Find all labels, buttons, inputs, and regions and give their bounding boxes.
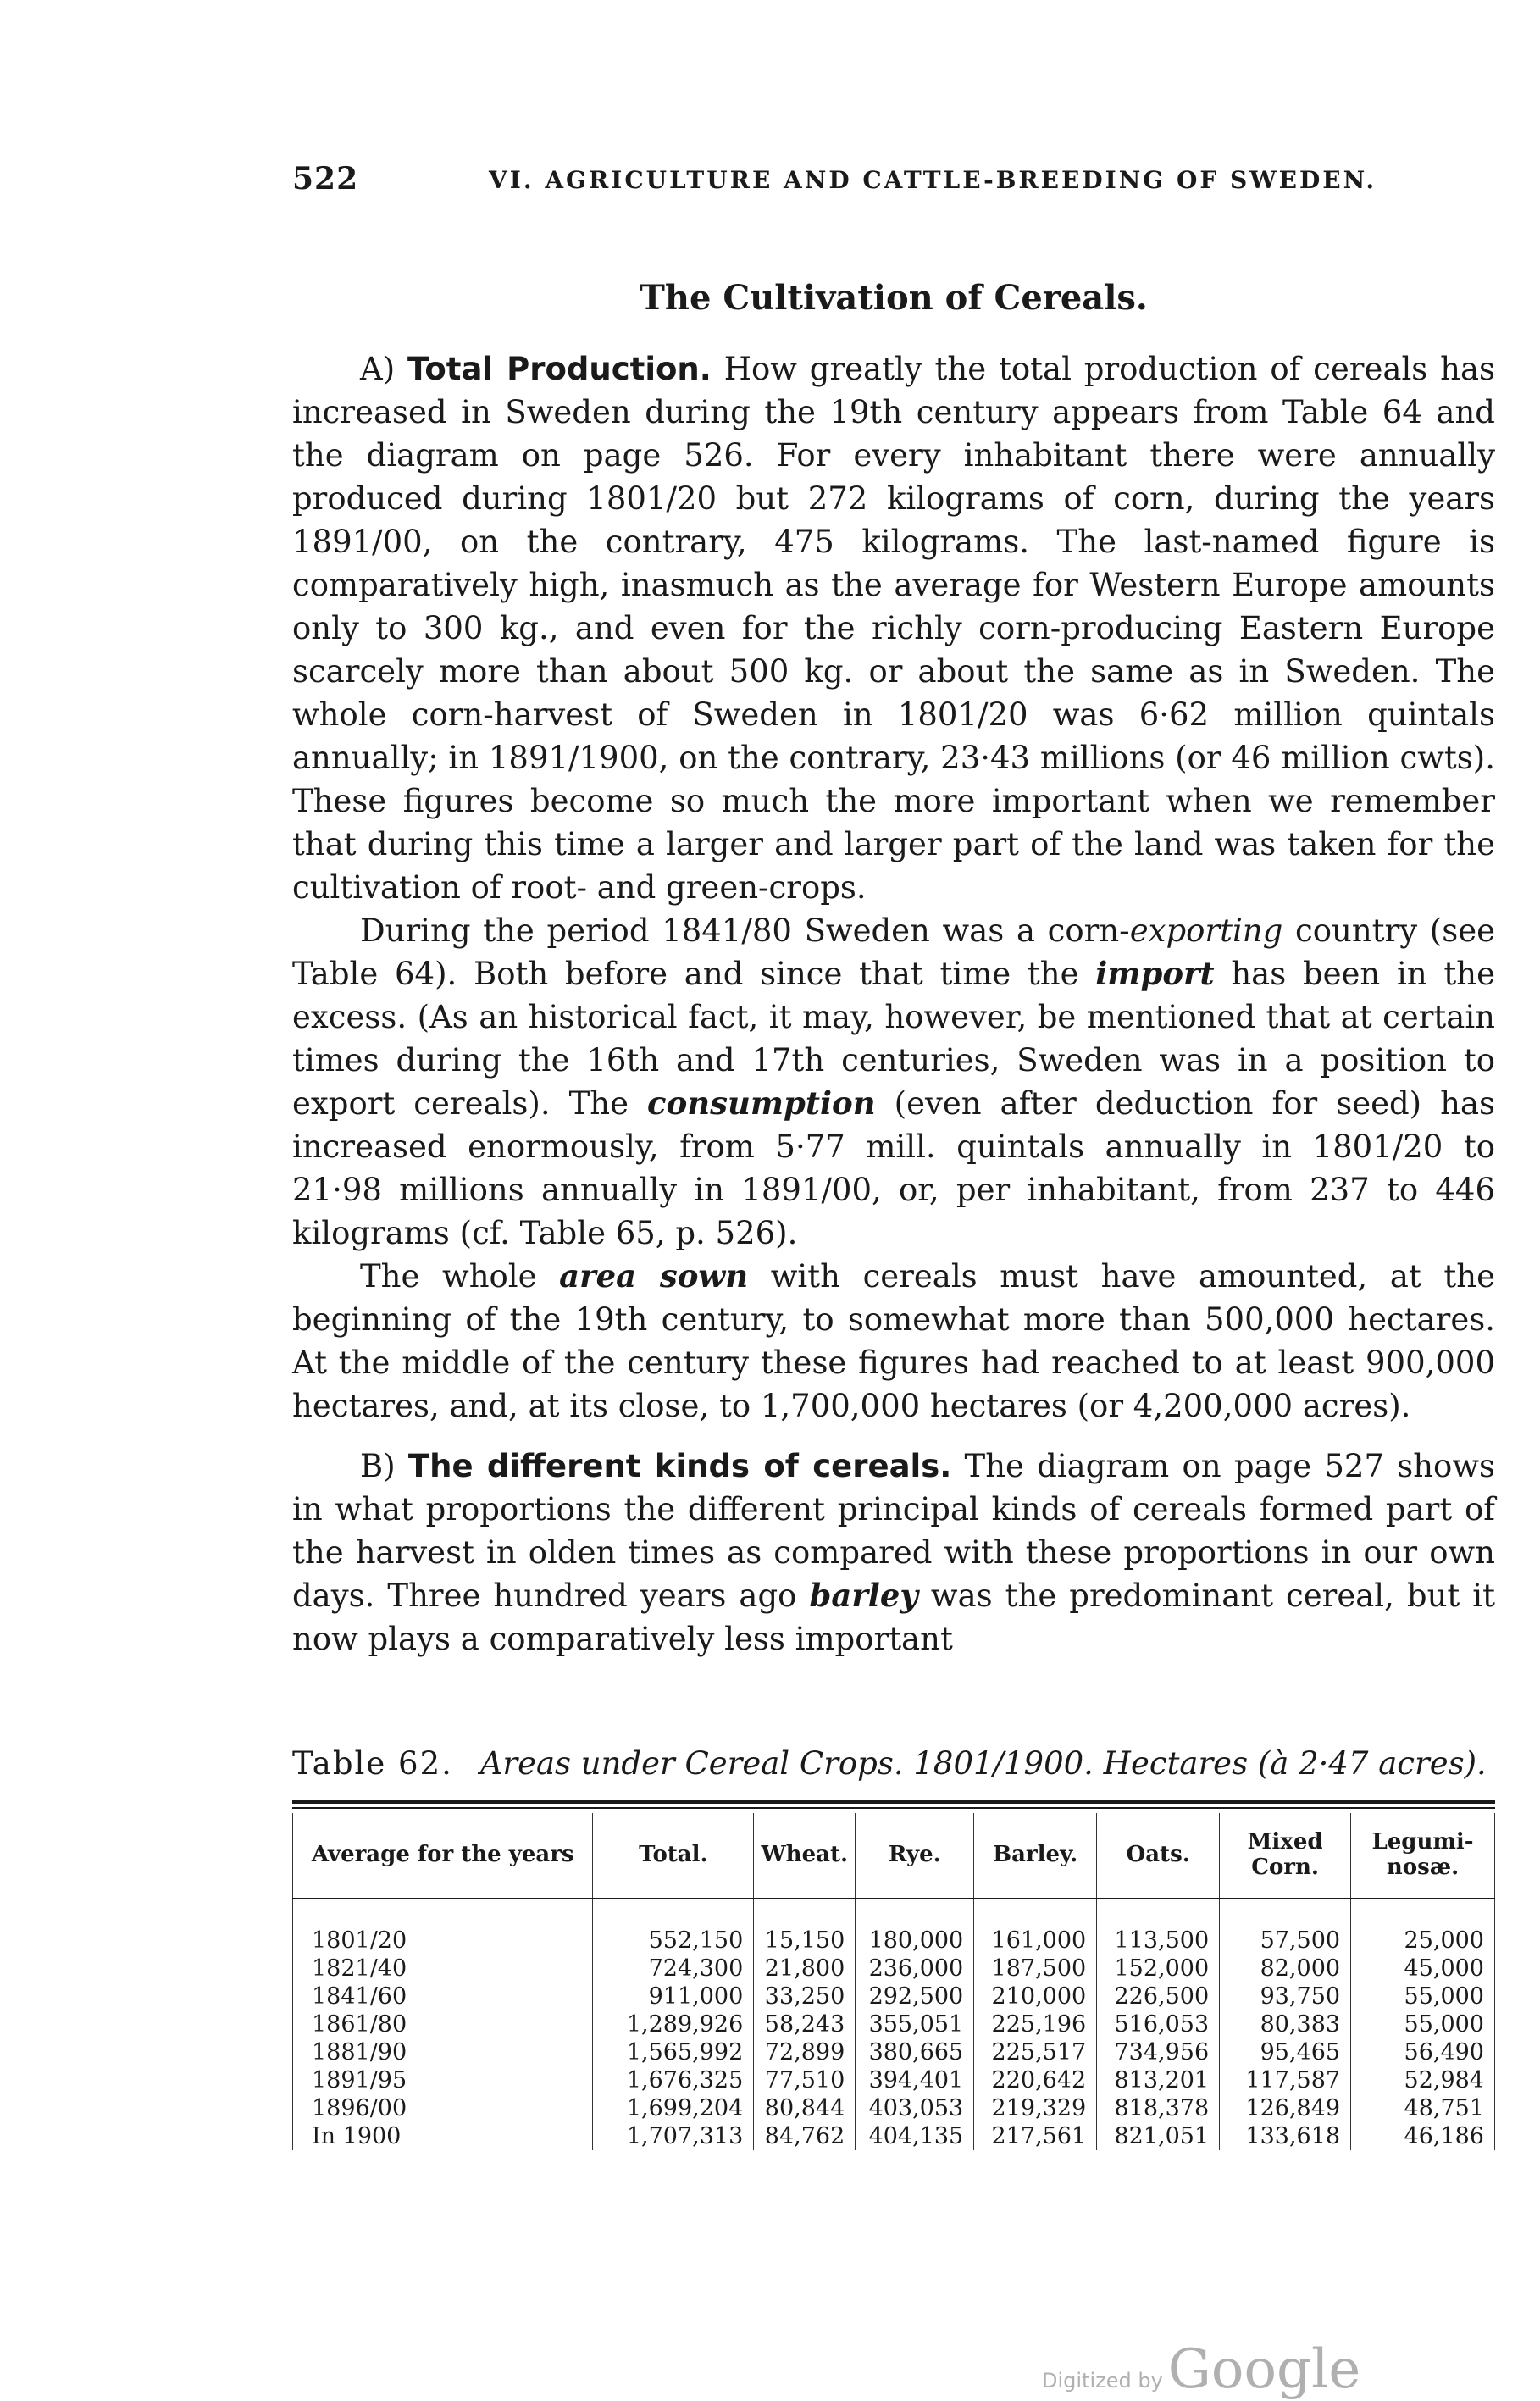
value-cell: 21,800 <box>754 1955 856 1982</box>
text-run: During the period 1841/80 Sweden was a corn- <box>360 912 1130 949</box>
text-run: The whole <box>360 1258 560 1295</box>
value-cell: 80,844 <box>754 2094 856 2122</box>
italic-run: exporting <box>1129 912 1283 949</box>
year-cell: 1821/40 <box>293 1955 593 1982</box>
value-cell: 292,500 <box>856 1982 974 2010</box>
table-title: Areas under Cereal Crops. 1801/1900. Hectares (à 2·47 acres). <box>479 1745 1487 1782</box>
value-cell: 236,000 <box>856 1955 974 1982</box>
italic-run: area sown <box>559 1257 749 1295</box>
paragraph-label: B) <box>360 1448 396 1484</box>
year-cell: 1801/20 <box>293 1896 593 1955</box>
table-label: Table 62. <box>292 1745 453 1782</box>
text-run: with cereals must have amounted, at the beginning of the 19th century, to somewhat more than 500,000 hectares. At the middle of the century these figures had reached to at least 900,000 hectares, and, at its close, to 1,700,000 hectares (or 4,200,000 acres). <box>292 1258 1496 1424</box>
table-row <box>293 2066 1495 2094</box>
column-header: Legumi-nosæ. <box>1351 1813 1495 1896</box>
text-run: millions annually in 1891/00, or, per inhabitant, from 237 to 446 kilograms (cf. Table 65, p. 526). <box>292 1172 1495 1251</box>
value-cell: 1,565,992 <box>593 2038 754 2066</box>
value-cell: 403,053 <box>856 2094 974 2122</box>
value-cell: 46,186 <box>1351 2122 1495 2150</box>
value-cell: 217,561 <box>974 2122 1097 2150</box>
section-title: The Cultivation of Cereals. <box>640 278 1148 318</box>
page-number: 522 <box>292 161 359 197</box>
table-header-row <box>293 1813 1495 1896</box>
paragraph-export <box>292 909 1495 1255</box>
value-run: 6·62 <box>1138 696 1210 733</box>
text-run: was the predominant cereal, but it now plays a comparatively less important <box>292 1578 1495 1657</box>
value-cell: 80,383 <box>1220 2010 1351 2038</box>
italic-run: consumption <box>647 1084 876 1122</box>
value-cell: 911,000 <box>593 1982 754 2010</box>
value-cell: 394,401 <box>856 2066 974 2094</box>
column-header: Mixed Corn. <box>1220 1813 1351 1896</box>
paragraph-lead: Total Production. <box>407 351 712 387</box>
cereal-areas-table <box>292 1813 1495 2150</box>
table-row <box>293 2010 1495 2038</box>
year-cell: 1891/95 <box>293 2066 593 2094</box>
text-run: mill. quintals annually in 1801/20 to <box>845 1128 1495 1165</box>
value-cell: 813,201 <box>1097 2066 1220 2094</box>
watermark-prefix: Digitized by <box>1042 2369 1163 2393</box>
value-cell: 72,899 <box>754 2038 856 2066</box>
table-header-rule <box>292 1898 1495 1899</box>
value-cell: 113,500 <box>1097 1896 1220 1955</box>
value-cell: 84,762 <box>754 2122 856 2150</box>
value-cell: 82,000 <box>1220 1955 1351 1982</box>
paragraph-kinds-of-cereals <box>292 1444 1495 1661</box>
value-cell: 15,150 <box>754 1896 856 1955</box>
value-cell: 1,289,926 <box>593 2010 754 2038</box>
value-cell: 25,000 <box>1351 1896 1495 1955</box>
value-cell: 55,000 <box>1351 1982 1495 2010</box>
year-cell: 1896/00 <box>293 2094 593 2122</box>
value-run: 21·98 <box>292 1172 382 1208</box>
value-cell: 821,051 <box>1097 2122 1220 2150</box>
table-top-rule-thin <box>292 1807 1495 1809</box>
value-cell: 187,500 <box>974 1955 1097 1982</box>
table-row <box>293 2094 1495 2122</box>
value-cell: 161,000 <box>974 1896 1097 1955</box>
column-header: Average for the years <box>293 1813 593 1896</box>
value-cell: 219,329 <box>974 2094 1097 2122</box>
value-cell: 516,053 <box>1097 2010 1220 2038</box>
value-cell: 355,051 <box>856 2010 974 2038</box>
body-text <box>292 347 1495 1661</box>
column-header: Rye. <box>856 1813 974 1896</box>
value-cell: 404,135 <box>856 2122 974 2150</box>
value-cell: 1,676,325 <box>593 2066 754 2094</box>
text-run: millions (or 46 million cwts). These figures become so much the more important when we remember that during this time a larger and larger part of the land was taken for the cultivation of root- and green-crops. <box>292 740 1495 906</box>
value-cell: 1,707,313 <box>593 2122 754 2150</box>
value-cell: 117,587 <box>1220 2066 1351 2094</box>
value-cell: 734,956 <box>1097 2038 1220 2066</box>
table-caption <box>292 1745 1495 1782</box>
value-cell: 133,618 <box>1220 2122 1351 2150</box>
text-run: country (see Table 64). Both before and since that time the <box>292 912 1495 992</box>
table-row <box>293 1896 1495 1955</box>
value-cell: 58,243 <box>754 2010 856 2038</box>
value-cell: 226,500 <box>1097 1982 1220 2010</box>
text-run: million quintals annually; in 1891/1900, on the contrary, <box>292 696 1495 776</box>
paragraph-label: A) <box>360 351 396 387</box>
value-cell: 77,510 <box>754 2066 856 2094</box>
text-run: (even after deduction for seed) has increased enormously, from <box>292 1085 1496 1165</box>
value-cell: 225,196 <box>974 2010 1097 2038</box>
column-header: Wheat. <box>754 1813 856 1896</box>
text-run: How greatly the total production of cereals has increased in Sweden during the 19th century appears from Table 64 and the diagram on page 526. For every inhabitant there were annually produced during 1801/20 but 272 kilograms of corn, during the years 1891/00, on the contrary, 475 kilograms. The last-named figure is comparatively high, inasmuch as the average for Western Europe amounts only to 300 kg., and even for the richly corn-producing Eastern Europe scarcely more than about 500 kg. or about the same as in Sweden. The whole corn-harvest of Sweden in 1801/20 was <box>292 351 1495 733</box>
table-top-rule <box>292 1800 1495 1804</box>
value-cell: 52,984 <box>1351 2066 1495 2094</box>
year-cell: 1841/60 <box>293 1982 593 2010</box>
column-header: Oats. <box>1097 1813 1220 1896</box>
table-row <box>293 1982 1495 2010</box>
value-cell: 724,300 <box>593 1955 754 1982</box>
watermark-brand: Google <box>1167 2338 1361 2401</box>
value-cell: 1,699,204 <box>593 2094 754 2122</box>
value-cell: 126,849 <box>1220 2094 1351 2122</box>
value-cell: 55,000 <box>1351 2010 1495 2038</box>
value-cell: 48,751 <box>1351 2094 1495 2122</box>
value-cell: 210,000 <box>974 1982 1097 2010</box>
italic-run: barley <box>809 1577 918 1614</box>
digitized-watermark <box>1042 2338 1360 2401</box>
value-cell: 33,250 <box>754 1982 856 2010</box>
year-cell: 1881/90 <box>293 2038 593 2066</box>
value-run: 23·43 <box>940 740 1031 776</box>
value-run: 5·77 <box>775 1128 845 1165</box>
value-cell: 56,490 <box>1351 2038 1495 2066</box>
text-run: The diagram on page 527 shows in what proportions the different principal kinds of cereals formed part of the harvest in olden times as compared with these proportions in our own days. Three hundred years ago <box>292 1448 1495 1614</box>
year-cell: 1861/80 <box>293 2010 593 2038</box>
value-cell: 45,000 <box>1351 1955 1495 1982</box>
column-header: Barley. <box>974 1813 1097 1896</box>
table-row <box>293 2038 1495 2066</box>
value-cell: 380,665 <box>856 2038 974 2066</box>
value-cell: 180,000 <box>856 1896 974 1955</box>
table-row <box>293 1955 1495 1982</box>
year-cell: In 1900 <box>293 2122 593 2150</box>
italic-run: import <box>1095 955 1215 992</box>
paragraph-area-sown <box>292 1255 1495 1428</box>
paragraph-lead: The different kinds of cereals. <box>407 1448 952 1484</box>
text-run: has been in the excess. (As an historical fact, it may, however, be mentioned that at certain times during the 16th and 17th centuries, Sweden was in a position to export cereals). The <box>292 956 1495 1122</box>
value-cell: 57,500 <box>1220 1896 1351 1955</box>
column-header: Total. <box>593 1813 754 1896</box>
running-title: VI. AGRICULTURE AND CATTLE-BREEDING OF SWEDEN. <box>489 166 1377 194</box>
value-cell: 220,642 <box>974 2066 1097 2094</box>
value-cell: 95,465 <box>1220 2038 1351 2066</box>
value-cell: 818,378 <box>1097 2094 1220 2122</box>
value-cell: 152,000 <box>1097 1955 1220 1982</box>
paragraph-total-production <box>292 347 1495 909</box>
table-row <box>293 2122 1495 2150</box>
value-cell: 225,517 <box>974 2038 1097 2066</box>
value-cell: 93,750 <box>1220 1982 1351 2010</box>
value-cell: 552,150 <box>593 1896 754 1955</box>
